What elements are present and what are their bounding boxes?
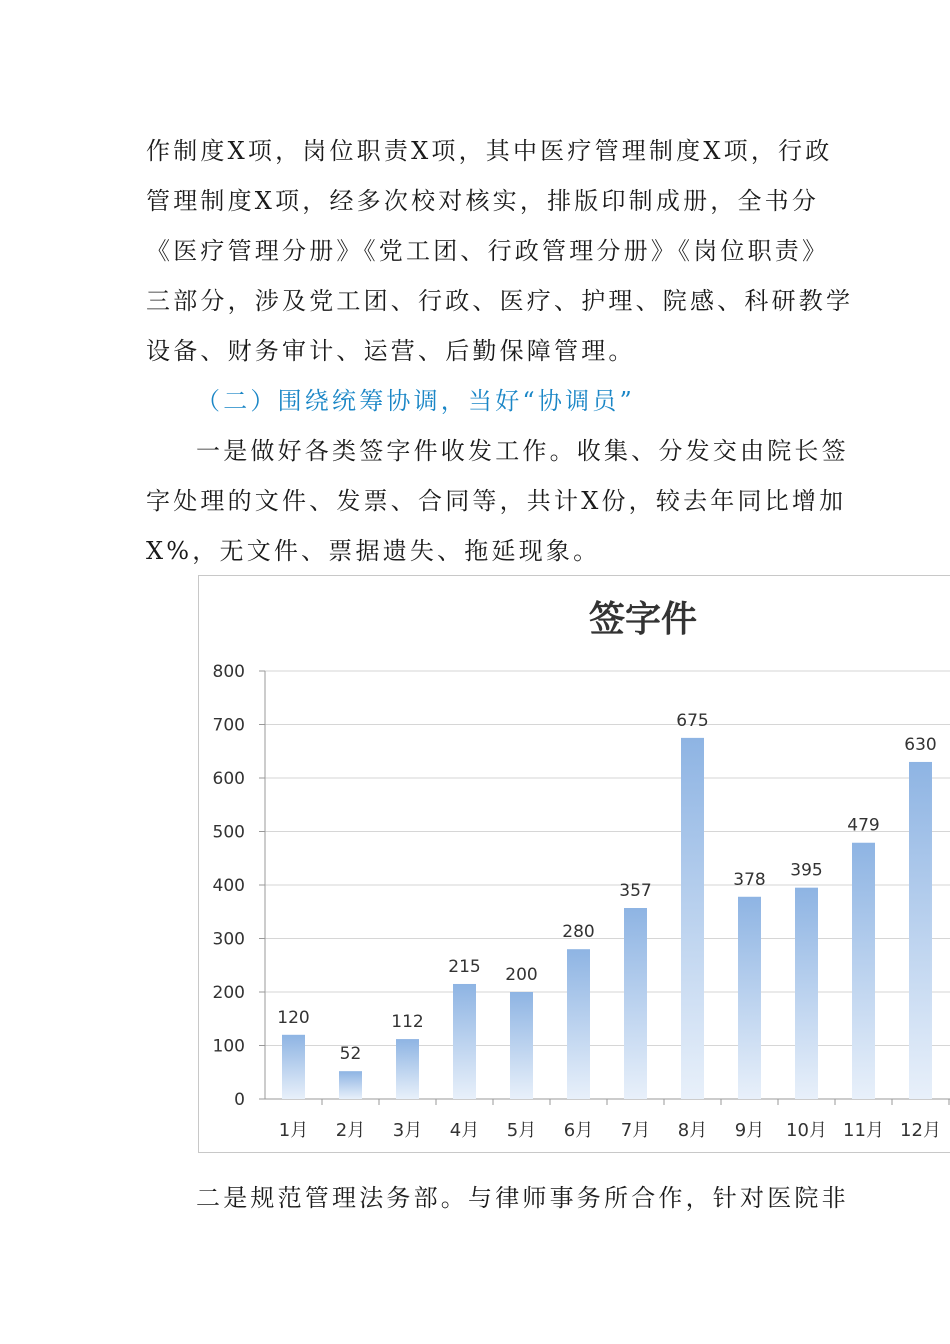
bar [681, 738, 704, 1099]
chart-title: 签字件 [588, 599, 698, 640]
bar [510, 992, 533, 1099]
grid-layer [265, 671, 950, 1099]
x-tick-label: 1月 [278, 1120, 309, 1141]
y-tick-label: 300 [212, 929, 245, 950]
section-heading: （二）围绕统筹协调，当好“协调员” [196, 387, 635, 415]
bar [453, 984, 476, 1099]
bar [396, 1039, 419, 1099]
x-tick-label: 10月 [786, 1120, 827, 1141]
label-layer [277, 711, 936, 1064]
x-tick-label: 4月 [449, 1120, 480, 1141]
data-label: 357 [619, 881, 652, 902]
chart-frame [198, 575, 950, 1153]
y-tick-label: 200 [212, 983, 245, 1003]
data-label: 630 [904, 734, 937, 755]
x-tick-label: 3月 [392, 1120, 423, 1141]
x-tick-label: 5月 [506, 1120, 537, 1141]
x-tick-label: 6月 [563, 1120, 594, 1141]
bar [795, 888, 818, 1099]
bar [738, 897, 761, 1099]
data-label: 479 [847, 815, 880, 836]
data-label: 675 [676, 710, 709, 731]
data-label: 280 [562, 922, 595, 943]
data-label: 378 [733, 869, 766, 890]
data-label: 112 [391, 1012, 424, 1033]
body-line-2: 管理制度X项，经多次校对核实，排版印制成册，全书分 [146, 187, 820, 215]
x-tick-label: 2月 [335, 1120, 366, 1141]
data-label: 52 [339, 1044, 362, 1065]
y-tick-label: 700 [212, 715, 245, 736]
y-tick-label: 600 [212, 769, 245, 789]
bar [909, 762, 932, 1099]
para3-line-1: 二是规范管理法务部。与律师事务所合作，针对医院非 [196, 1184, 849, 1212]
para2-line-1: 一是做好各类签字件收发工作。收集、分发交由院长签 [196, 437, 849, 465]
y-tick-label: 800 [212, 662, 245, 682]
data-label: 120 [277, 1007, 310, 1028]
y-tick-label: 0 [234, 1090, 245, 1110]
para2-line-3: X%，无文件、票据遗失、拖延现象。 [146, 537, 601, 565]
x-tick-label: 9月 [734, 1120, 765, 1141]
bar [624, 908, 647, 1099]
bar-chart [199, 576, 950, 1154]
body-line-4: 三部分，涉及党工团、行政、医疗、护理、院感、科研教学 [146, 287, 854, 315]
bar [282, 1035, 305, 1099]
y-tick-label: 100 [212, 1036, 245, 1057]
body-line-3: 《医疗管理分册》《党工团、行政管理分册》《岗位职责》 [146, 237, 830, 265]
bar [567, 949, 590, 1099]
data-label: 200 [505, 965, 538, 985]
bar [852, 843, 875, 1099]
y-tick-label: 500 [212, 822, 245, 843]
x-tick-label: 7月 [620, 1120, 651, 1141]
x-tick-label: 8月 [677, 1120, 708, 1141]
data-label: 215 [448, 956, 481, 977]
bar [339, 1071, 362, 1099]
para2-line-2: 字处理的文件、发票、合同等，共计X份，较去年同比增加 [146, 487, 847, 515]
body-line-5: 设备、财务审计、运营、后勤保障管理。 [146, 337, 636, 365]
bar-layer [282, 738, 932, 1099]
x-tick-label: 12月 [900, 1120, 941, 1141]
body-line-1: 作制度X项，岗位职责X项，其中医疗管理制度X项，行政 [146, 137, 833, 165]
data-label: 395 [790, 860, 823, 881]
y-tick-label: 400 [212, 876, 245, 896]
x-tick-label: 11月 [843, 1120, 884, 1141]
